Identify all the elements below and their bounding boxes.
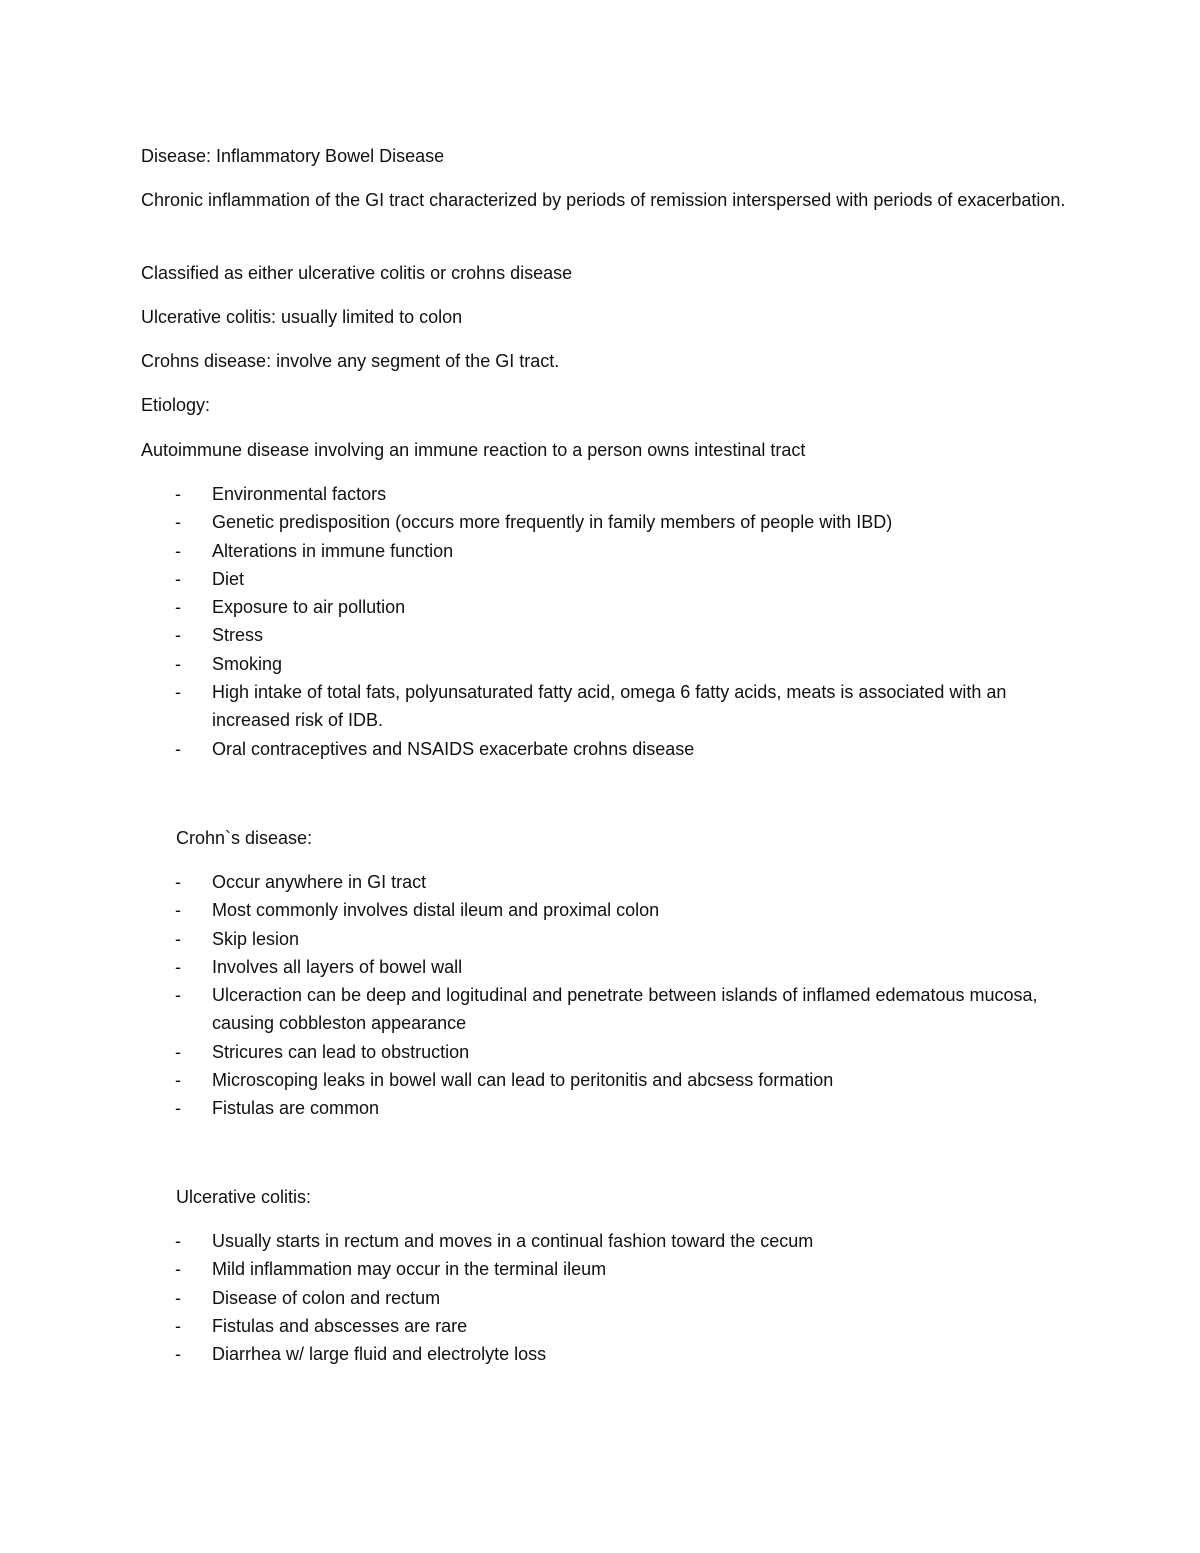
- etiology-list: [0, 480, 1072, 763]
- list-item: - Exposure to air pollution: [0, 593, 1072, 621]
- ulcerative-colitis-summary: Ulcerative colitis: usually limited to colon: [141, 307, 463, 327]
- classification-line: Classified as either ulcerative colitis or crohns disease: [141, 263, 573, 283]
- crohns-summary: Crohns disease: involve any segment of the GI tract.: [141, 351, 560, 371]
- list-item: - Fistulas are common: [0, 1094, 1072, 1122]
- dash-bullet: -: [175, 1259, 181, 1280]
- list-item: - Genetic predisposition (occurs more frequently in family members of people with IBD): [0, 508, 1072, 536]
- list-item: - High intake of total fats, polyunsaturated fatty acid, omega 6 fatty acids, meats is associated with an increased risk of IDB.: [0, 678, 1072, 735]
- list-item: - Oral contraceptives and NSAIDS exacerbate crohns disease: [0, 735, 1072, 763]
- etiology-heading: Etiology:: [141, 395, 211, 415]
- dash-bullet: -: [175, 956, 181, 977]
- crohns-list: [0, 868, 1072, 1123]
- dash-bullet: -: [175, 568, 181, 589]
- dash-bullet: -: [175, 900, 181, 921]
- dash-bullet: -: [175, 484, 181, 504]
- dash-bullet: -: [175, 1041, 181, 1062]
- dash-bullet: -: [175, 597, 181, 618]
- list-item: - Disease of colon and rectum: [0, 1284, 1072, 1312]
- list-item: - Environmental factors: [0, 480, 1072, 508]
- dash-bullet: -: [175, 928, 181, 949]
- list-item: - Mild inflammation may occur in the terminal ileum: [0, 1255, 1072, 1283]
- list-item: - Alterations in immune function: [0, 537, 1072, 565]
- list-item: - Stress: [0, 621, 1072, 649]
- list-item: - Stricures can lead to obstruction: [0, 1038, 1072, 1066]
- dash-bullet: -: [175, 985, 181, 1006]
- list-item: - Smoking: [0, 650, 1072, 678]
- dash-bullet: -: [175, 738, 181, 759]
- etiology-intro: Autoimmune disease involving an immune reaction to a person owns intestinal tract: [141, 440, 806, 460]
- list-item: - Diarrhea w/ large fluid and electrolyte loss: [0, 1340, 1072, 1368]
- list-item: - Microscoping leaks in bowel wall can lead to peritonitis and abcsess formation: [0, 1066, 1072, 1094]
- dash-bullet: -: [175, 625, 181, 646]
- dash-bullet: -: [175, 872, 181, 892]
- dash-bullet: -: [175, 1287, 181, 1308]
- list-item: - Involves all layers of bowel wall: [0, 953, 1072, 981]
- dash-bullet: -: [175, 1315, 181, 1336]
- dash-bullet: -: [175, 1098, 181, 1119]
- document-title: Disease: Inflammatory Bowel Disease: [141, 146, 445, 166]
- dash-bullet: -: [175, 1231, 181, 1251]
- list-item: - Skip lesion: [0, 925, 1072, 953]
- ulcerative-colitis-list: [0, 1227, 1072, 1368]
- dash-bullet: -: [175, 1344, 181, 1365]
- dash-bullet: -: [175, 1070, 181, 1091]
- list-item: - Most commonly involves distal ileum and proximal colon: [0, 896, 1072, 924]
- crohns-heading: Crohn`s disease:: [176, 828, 313, 848]
- list-item: - Fistulas and abscesses are rare: [0, 1312, 1072, 1340]
- dash-bullet: -: [175, 653, 181, 674]
- list-item: - Usually starts in rectum and moves in a continual fashion toward the cecum: [0, 1227, 1072, 1255]
- dash-bullet: -: [175, 512, 181, 533]
- list-item: - Ulceraction can be deep and logitudinal and penetrate between islands of inflamed edematous mucosa, causing cobbleston appearance: [0, 981, 1072, 1038]
- dash-bullet: -: [175, 682, 181, 703]
- ulcerative-colitis-heading: Ulcerative colitis:: [176, 1187, 312, 1207]
- list-item: - Occur anywhere in GI tract: [0, 868, 1072, 896]
- dash-bullet: -: [175, 540, 181, 561]
- intro-paragraph: Chronic inflammation of the GI tract characterized by periods of remission interspersed with periods of exacerbation.: [141, 190, 1066, 210]
- list-item: - Diet: [0, 565, 1072, 593]
